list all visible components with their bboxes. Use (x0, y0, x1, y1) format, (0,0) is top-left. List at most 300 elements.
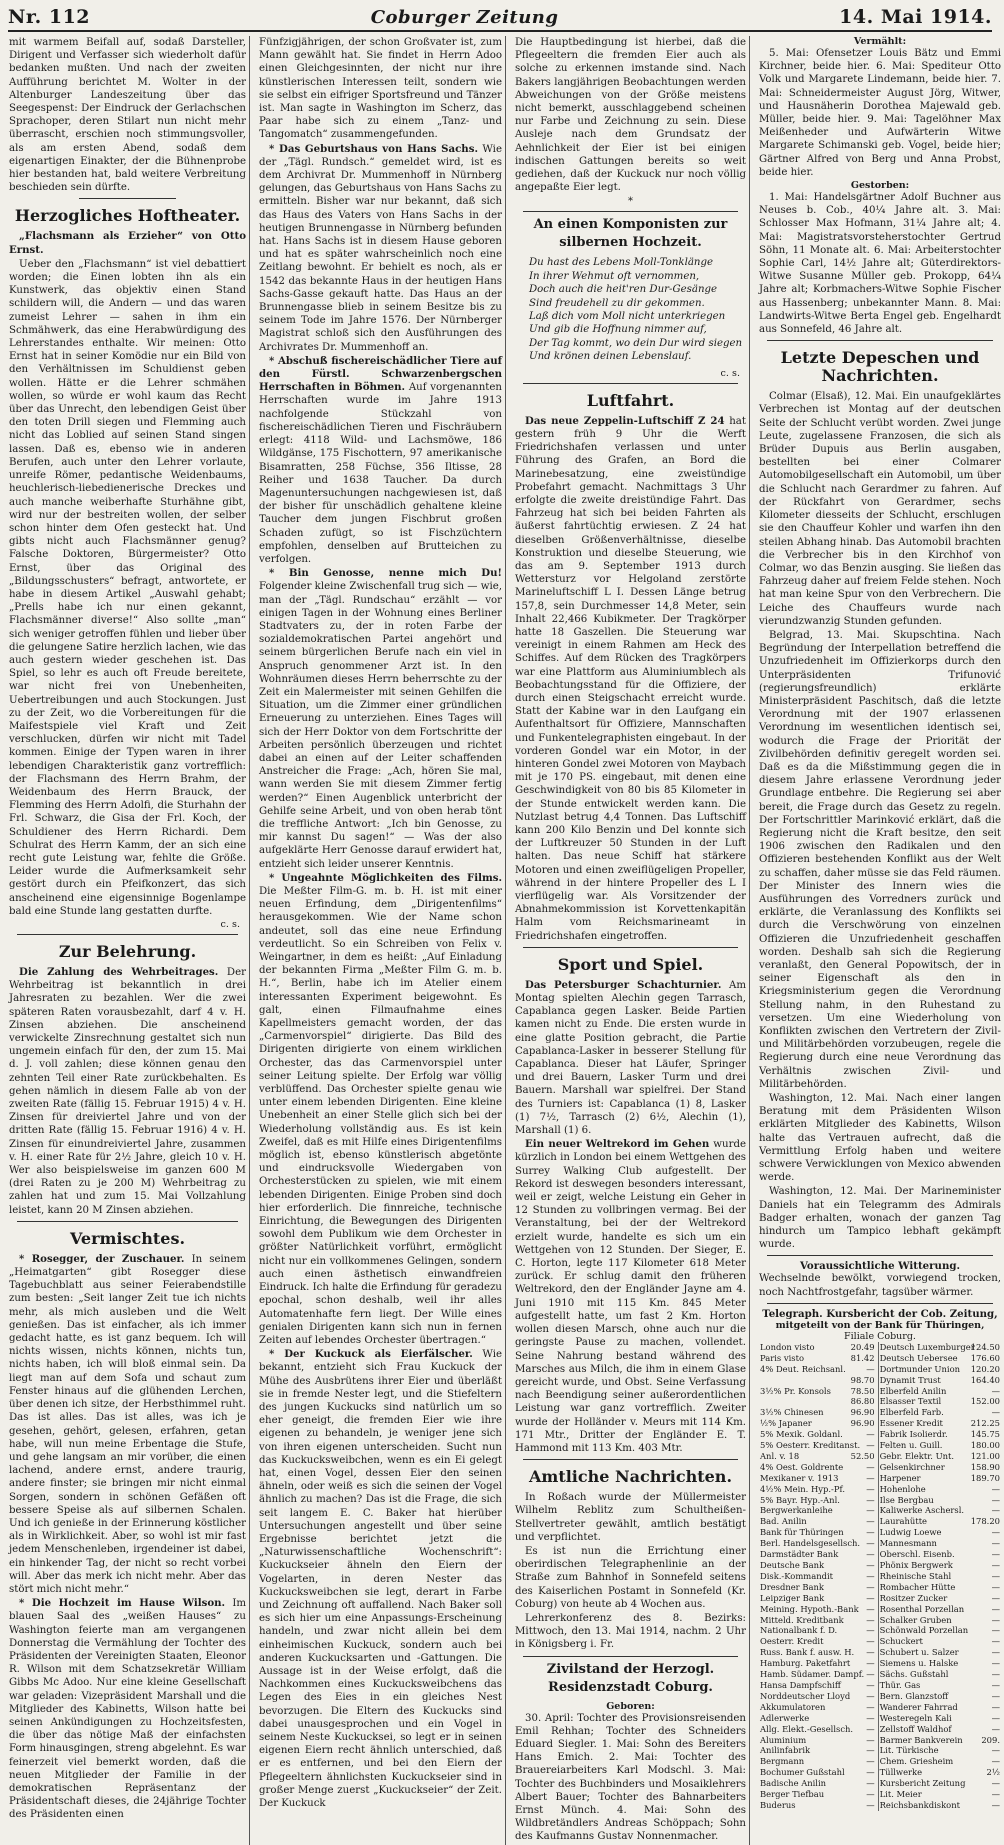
stock-price: — (991, 1679, 1000, 1690)
stock-name: Ilse Bergbau (879, 1494, 934, 1505)
stock-name: Anl. v. 18 (760, 1450, 800, 1461)
stock-price: — (991, 1658, 1000, 1669)
stock-report-branch: Filiale Coburg. (844, 1330, 916, 1342)
stock-row (759, 1560, 1001, 1571)
stock-name: 4½% Mein. Hyp.-Pf. (760, 1483, 845, 1494)
stock-price: — (846, 1778, 878, 1789)
stock-name: Akkumulatoren (760, 1701, 826, 1712)
article-text: Lehrerkonferenz des 8. Bezirks: Mittwoch, den 13. Mai 1914, nachm. 2 Uhr in Königsberg i. Fr. (515, 1612, 746, 1651)
divider (523, 383, 738, 384)
stock-price: — (991, 1505, 1000, 1516)
stock-name: Paris visto (760, 1352, 805, 1363)
column-3 (512, 36, 750, 1845)
stock-row (759, 1571, 1001, 1582)
stock-row (759, 1745, 1001, 1756)
stock-price: — (846, 1549, 878, 1560)
stock-price: — (846, 1647, 878, 1658)
stock-name: Laurahütte (879, 1516, 928, 1527)
stock-price: 96.90 (846, 1418, 878, 1429)
article-text: Die Hauptbedingung ist hierbei, daß die Pflegeeltern die fremden Eier auch als solche zu erkennen imstande sind. Nach Bakers langjährigen Beobachtungen werden Abweichungen von der Größe meistens nicht bemerkt, ausschlaggebend scheinen nur Farbe und Zeichnung zu sein. Diese Ausleje nach dem Grundsatz der Aehnlichkeit der Eier ist bei einigen indischen Gattungen bereits so weit gediehen, daß der Kuckuck nur noch völlig angepaßte Eier legt. (515, 37, 746, 194)
stock-price: — (846, 1713, 878, 1724)
article-text: mit warmem Beifall auf, sodaß Darsteller, Dirigent und Verfasser sich wiederholt dafür bedanken mußten. Und nach der zweiten Aufführung berichtet M. Wolter in der Altenburger Landeszeitung über das Seegespenst: Der Eindruck der Gerlachschen Sprachoper, deren Stilart nun nicht mehr überrascht, erschien noch stimmungsvoller, als am ersten Abend, sodaß dem eigenartigen Einakter, der die Bühnenprobe hier bestanden hat, bald weitere Verbreitung beschieden sein dürfte. (9, 37, 246, 194)
article-text: 5. Mai: Ofensetzer Louis Bätz und Emmi Kirchner, beide hier. 6. Mai: Spediteur Otto Volk und Margarete Lindemann, beide hier. 7. Mai: Schneidermeister August Jörg, Witwer, und Hausnäherin Dorothea Majewald geb. Müller, beide hier. 9. Mai: Tagelöhner Max Meißenheder und Aufwärterin Witwe Margarete Schimanski geb. Vogel, beide hier; Gärtner Alfred von Berg und Anna Probst, beide hier. (759, 48, 1001, 178)
article-lead: * Die Hochzeit im Hause Wilson. (19, 1597, 226, 1610)
stock-row (759, 1386, 1001, 1397)
stock-name: 4% Deut. Reichsanl. (760, 1363, 846, 1374)
section-heading-amtliche: Amtliche Nachrichten. (528, 1467, 733, 1487)
stock-price: — (991, 1560, 1000, 1570)
stock-price: — (991, 1527, 1000, 1538)
divider (523, 1656, 738, 1657)
stock-name: Schubert u. Salzer (879, 1647, 959, 1658)
article-text: Auf vorgenannten Herrschaften wurde im Jahre 1913 nachfolgende Stückzahl von fischereischädlichen Tieren und Fischräubern erlegt: 4118 Wild- und Lachsmöwe, 186 Wildgänse, 175 Fischottern, 97 amerikanische Bisamratten, 258 Füchse, 356 Iltisse, 28 Reiher und 1638 Taucher. Da durch Magenuntersuchungen nachgewiesen ist, daß der bisher für unschädlich gehaltene kleine Taucher dem jungen Fischbrut großen Schaden zufügt, so ist Fischzüchtern empfohlen, denselben auf Brutteichen zu verfolgen. (259, 382, 502, 565)
stock-price: — (846, 1538, 878, 1549)
stock-row (759, 1702, 1001, 1713)
stock-row (759, 1615, 1001, 1626)
stock-price: — (991, 1603, 1000, 1614)
stock-table-body (759, 1342, 1001, 1811)
subheading-gestorben: Gestorben: (850, 180, 910, 192)
article-text: Ueber den „Flachsmann“ ist viel debattiert worden; die Einen lobten ihn als ein Kunstwerk, das objektiv einen Stand schildern will, die Andern — und das waren zumeist Lehrer — sahen in ihm ein Schmähwerk, das eine Herabwürdigung des Lehrerstandes enthalte. Wir meinen: Otto Ernst hat in seiner Komödie nur ein Bild von den Verhältnissen im Schuldienst geben wollen. Hätte er die Lehrer schmähen wollen, so würde er wohl kaum das Recht über das Unrecht, den lebendigen Geist über den toten Drill siegen und Flemming auch nicht das Loblied auf seinen Stand singen lassen. Daß es, ebenso wie in anderen Berufen, auch unter den Lehrer vorlaute, unreife Römer, pedantische Weidenbaums, heuchlerisch-liebedienerische Dreckes und auch manche weiberhafte Sturhähne gibt, wird nur der bestreiten wollen, der selber schon hinter dem Ofen gesteckt hat. Und gibts nicht auch Flachsmänner genug? Falsche Doktoren, Bürgermeister? Otto Ernst, über das Original des „Bildungsschusters“ befragt, antwortete, er habe in diesem Artikel „Auswahl gehabt; „Prells habe ich nur einen gekannt, Flachsmänner diverse!“ Also sollte „man“ sich weniger getroffen fühlen und lieber über die gelungene Satire herzlich lachen, wie das auch gestern wieder geschehen ist. Das Spiel, so lehr es auch oft Freude bereitete, war nicht frei von Unebenheiten, Uebertreibungen und auch Stockungen. Just zu der Zeit, wo die Vorbereitungen für die Maifestspiele viel Kraft und Zeit verschlucken, dürfen wir nicht mit Tadel kommen. Einige der Typen waren in ihrer lebendigen Charakteristik ganz vortrefflich: der Flachsmann des Herrn Brahm, der Weidenbaum des Herrn Brauck, der Flemming des Herrn Adolfi, die Sturhahn der Frl. Schwarz, die Gisa der Frl. Koch, der Schuldiener des Herrn Richardi. Dem Schulrat des Herrn Kamm, der an sich eine recht gute Leistung war, fehlte die Größe. Leider wurde die Aufmerksamkeit sehr gestört durch ein Pfeifkonzert, das sich anscheinend eine eigensinnige Bogenlampe bald eine Stunde lang gestatten durfte. (9, 258, 246, 917)
section-heading-zivilstand: Zivilstand der Herzogl. Residenzstadt Coburg. (546, 1661, 715, 1695)
poem-line: Sind freudehell zu dir gekommen. (529, 297, 705, 309)
article-text: In Roßach wurde der Müllermeister Wilhelm Reblitz zum Schultheißen-Stellvertreter gewählt, amtlich bestätigt und verpflichtet. (515, 1492, 746, 1543)
issue-number: Nr. 112 (8, 6, 91, 28)
stock-price: — (846, 1636, 878, 1647)
stock-name: London visto (760, 1341, 815, 1352)
stock-price: — (846, 1484, 878, 1495)
stock-price: — (991, 1669, 1000, 1680)
stock-price: — (846, 1767, 878, 1778)
stock-row (759, 1451, 1001, 1462)
stock-price: — (846, 1702, 878, 1713)
stock-price: — (846, 1604, 878, 1615)
article-author: c. s. (220, 919, 240, 930)
stock-price: — (991, 1549, 1000, 1560)
stock-price: 158.90 (970, 1461, 1000, 1472)
poem-line: Und gib die Hoffnung nimmer auf, (529, 324, 707, 336)
article-text: Washington, 12. Mai. Der Marineminister Daniels hat ein Telegramm des Admirals Badger erhalten, wonach der ganzen Tag hindurch um Tampico lebhaft gekämpft wurde. (759, 1186, 1001, 1251)
stock-name: ½% Japaner (760, 1418, 812, 1429)
stock-price: — (846, 1527, 878, 1538)
stock-row (759, 1691, 1001, 1702)
stock-name: Zellstoff Waldhof (879, 1723, 952, 1734)
stock-row (759, 1527, 1001, 1538)
stock-name: Reichsbankdiskont (879, 1799, 960, 1810)
issue-date: 14. Mai 1914. (839, 6, 992, 28)
stock-row (759, 1342, 1001, 1353)
stock-name (759, 1375, 846, 1386)
stock-price: 209. (981, 1734, 1000, 1745)
stock-price: — (991, 1407, 1000, 1418)
stock-price: 176.60 (970, 1352, 1000, 1363)
stock-name: Barmer Bankverein (879, 1734, 963, 1745)
stock-row (759, 1767, 1001, 1778)
stock-price: — (991, 1799, 1000, 1810)
poem-line: Der Tag kommt, wo dein Dur wird siegen (529, 337, 743, 349)
stock-price: — (846, 1571, 878, 1582)
stock-name: Fabrik Isolierdr. (879, 1429, 948, 1440)
article-text: 1. Mai: Handelsgärtner Adolf Buchner aus Neuses b. Cob., 40¼ Jahre alt. 3. Mai: Schlosser Max Hofmann, 31¼ Jahre alt; 4. Mai: Magistratsvorsteherstochter Gertrud Söhn, 11 Monate alt. 6. Mai: Arbeiterstochter Sophie Carl, 14½ Jahre alt; Güterdirektors-Witwe Susanne Müller geb. Prokopp, 64¼ Jahre alt; Korbmachers-Witwe Sophie Fischer aus Hassenberg; unbekannter Mann. 8. Mai: Landwirts-Witwe Berta Engel geb. Engelhardt aus Sonnefeld, 46 Jahre alt. (759, 192, 1001, 336)
stock-price: — (846, 1789, 878, 1800)
poem-line: Doch auch die heit'ren Dur-Gesänge (529, 284, 718, 296)
section-heading-sport: Sport und Spiel. (557, 954, 704, 974)
stock-name: Gebr. Elektr. Unt. (879, 1450, 955, 1461)
stock-report-heading: Telegraph. Kursbericht der Cob. Zeitung, (762, 1307, 998, 1320)
column-4 (756, 36, 1004, 1845)
stock-name: Bergmann (760, 1756, 805, 1767)
stock-price: 212.25 (970, 1418, 1000, 1429)
section-heading-vermischtes: Vermischtes. (69, 1228, 186, 1248)
stock-report-subheading: mitgeteilt von der Bank für Thüringen, (775, 1319, 985, 1331)
stock-price: — (991, 1690, 1000, 1701)
stock-price: — (991, 1723, 1000, 1734)
stock-row (759, 1364, 1001, 1375)
stock-name: Deutsche Bank (760, 1560, 825, 1570)
separator-star: * (628, 196, 633, 208)
stock-name: Meining. Hypoth.-Bank (760, 1603, 859, 1614)
article-lead: Die Zahlung des Wehrbeitrages. (19, 966, 219, 978)
divider (523, 211, 738, 212)
stock-row (759, 1604, 1001, 1615)
article-text: hat gestern früh 9 Uhr die Werft Friedrichshafen verlassen und unter Führung des Grafen, an Bord die Marinebesatzung, eine zweistündige Probefahrt gemacht. Nachmittags 3 Uhr erfolgte die zweite dreistündige Fahrt. Das Fahrzeug hat sich bei beiden Fahrten als äußerst fahrtüchtig erwiesen. Z 24 hat dieselben Größenverhältnisse, dieselbe Konstruktion und dieselbe Steuerung, wie das am 9. September 1913 durch Wettersturz vor Helgoland zerstörte Marineluftschiff L I. Dessen Länge betrug 157,8, sein Durchmesser 14,8 Meter, sein Inhalt 22,466 Kubikmeter. Der Tragkörper hatte 18 Gaszellen. Die Steuerung war vereinigt in einem Rahmen am Heck des Schiffes. Auf dem Rücken des Tragkörpers war eine Plattform aus Aluminiumblech als Beobachtungsstand für die Offiziere, der durch einen Steigschacht erreicht wurde. Statt der Kabine war in den Laufgang ein Aufenthaltsort für Offiziere, Mannschaften und Funkentelegraphisten eingebaut. In der vorderen Gondel war ein Motor, in der hinteren Gondel zwei Motoren von Maybach mit je 170 PS. eingebaut, mit denen eine Geschwindigkeit von 80 bis 85 Kilometer in der Stunde entwickelt werden kann. Die Nutzlast betrug 4,4 Tonnen. Das Luftschiff kann 200 Kilo Benzin und Del konnte sich der Luftkreuzer 50 Stunden in der Luft halten. Das neue Schiff hat stärkere Motoren und einen zweiflügeligen Propeller, während in der hintere Propeller des L I vierflügelig war. Als Vorsitzender der Abnahmekommission ist Korvettenkapitän Halm vom Reichsmarineamt in Friedrichshafen eingetroffen. (515, 415, 746, 942)
stock-price: — (846, 1473, 878, 1484)
stock-price: — (991, 1385, 1000, 1396)
stock-row (759, 1789, 1001, 1800)
article-text: In seinem „Heimatgarten“ gibt Rosegger diese Tagebuchblatt aus seiner Feierabendstille zum besten: „Seit langer Zeit tue ich nichts mehr, als mich ausleben und die Welt genießen. Das ist einfacher, als ich immer gedacht hatte, es ist ganz bequem. Ich will nichts wissen, nichts können, nichts tun, nichts haben, ich will bloß einmal sein. Da liegt man auf dem Sofa und schaut zum Fenster hinaus auf die glühenden Lerchen, über denen ich sitze, der Herbsthimmel ruht. Das ist alles. Das ist alles, was ich je gesehen, gehört, gelesen, erfahren, getan habe, will nun meine Erbentage die Stufe, und gehe langsam an mir vorüber, die einen lachend, andere ernst, andere traurig, andere finster; sie bringen mir nicht einmal Sorgen, sondern in schönen Gefäßen oft bessere Speise als auf silbernen Schalen. Und ich genieße in der Erinnerung köstlicher als in Wirklichkeit. Aber, so wohl ist mir fast jedem Menschenleben, irgendeiner ist dabei, ein hinkender Tag, der nicht so recht vorbei will. Aber das merk ich nicht mehr. Aber das stört mich nicht mehr.“ (9, 1253, 246, 1595)
newspaper-title: Coburger Zeitung (370, 6, 559, 28)
stock-name: Rombacher Hütte (879, 1581, 956, 1592)
subheading-vermaehlt: Vermählt: (853, 36, 907, 47)
stock-row (759, 1407, 1001, 1418)
article-text: Wie der „Tägl. Rundsch.“ gemeldet wird, ist es dem Archivrat Dr. Mummenhoff in Nürnberg gelungen, das Geburtshaus von Hans Sachs zu ermitteln. Bisher war nur bekannt, daß sich das Haus des Vaters von Hans Sachs in der heutigen Brunnengasse in Nürnberg befunden hat. Hans Sachs ist in diesem Hause geboren und hat es später wahrscheinlich noch eine Zeitlang bewohnt. Er behielt es noch, als er 1542 das bekannte Haus in der heutigen Hans Sachs-Gasse gekauft hatte. Das Haus an der Brunnengasse blieb in seinem Besitze bis zu seinem Tode im Jahre 1576. Der Nürnberger Magistrat schloß sich den Ausführungen des Archivrates Dr. Mummenhoff an. (259, 143, 502, 353)
stock-name: Dynamit Trust (879, 1374, 941, 1385)
stock-name: Kaliwerke Aschersl. (879, 1505, 965, 1516)
stock-name: Sächs. Gußstahl (879, 1669, 949, 1680)
stock-name: Allg. Elekt.-Gesellsch. (760, 1723, 854, 1734)
stock-price: 96.90 (846, 1407, 878, 1418)
stock-name: Essener Kredit (879, 1418, 943, 1429)
stock-name: Bank für Thüringen (760, 1527, 844, 1538)
stock-row (759, 1680, 1001, 1691)
stock-price: — (991, 1570, 1000, 1581)
stock-price: — (846, 1615, 878, 1626)
article-lead: Das neue Zeppelin-Luftschiff Z 24 (525, 414, 725, 427)
stock-row (759, 1724, 1001, 1735)
stock-row (759, 1353, 1001, 1364)
divider (17, 1221, 238, 1222)
stock-name: Berger Tiefbau (760, 1789, 825, 1800)
article-lead: Das Petersburger Schachturnier. (525, 978, 722, 991)
stock-name: Elsasser Textil (879, 1396, 942, 1407)
stock-name: Oesterr. Kredit (760, 1636, 824, 1647)
stock-name: Aluminium (760, 1734, 807, 1745)
stock-name: Berl. Handelsgesellsch. (760, 1538, 861, 1549)
stock-name: Elberfeld Anilin (879, 1385, 947, 1396)
stock-price: 152.00 (970, 1396, 1000, 1407)
poem-author: c. s. (720, 367, 740, 379)
stock-name: 5% Oesterr. Kreditanst. (760, 1440, 861, 1451)
stock-row (759, 1429, 1001, 1440)
section-heading-belehrung: Zur Belehrung. (58, 942, 197, 961)
stock-row (759, 1658, 1001, 1669)
poem-line: In ihrer Wehmut oft vernommen, (529, 270, 700, 282)
stock-price: — (846, 1745, 878, 1756)
stock-price: — (846, 1495, 878, 1506)
stock-name: Deutsch Luxemburger (879, 1341, 975, 1352)
article-lead: * Abschuß fischereischädlicher Tiere auf den Fürstl. Schwarzenbergschen Herrschaften in Böhmen. (259, 354, 502, 394)
stock-price: — (846, 1625, 878, 1636)
stock-name: Ludwig Loewe (879, 1527, 942, 1538)
stock-name: Harpener (879, 1472, 921, 1483)
stock-price: — (846, 1669, 878, 1680)
stock-name: Elberfeld Farb. (879, 1407, 944, 1418)
stock-price: — (991, 1701, 1000, 1712)
divider (767, 340, 993, 341)
stock-row (759, 1636, 1001, 1647)
divider (17, 934, 238, 935)
stock-name: Deutsch Uebersee (879, 1352, 958, 1363)
stock-row (759, 1625, 1001, 1636)
stock-price: — (991, 1614, 1000, 1625)
stock-price: — (846, 1505, 878, 1516)
section-heading-luftfahrt: Luftfahrt. (586, 390, 675, 410)
article-lead: * Ungeahnte Möglichkeiten des Films. (269, 871, 502, 884)
stock-price: 86.80 (846, 1396, 878, 1407)
stock-table (759, 1342, 1001, 1811)
stock-price: — (991, 1647, 1000, 1658)
stock-name: Bern. Glanzstoff (879, 1690, 949, 1701)
stock-price: — (846, 1724, 878, 1735)
stock-price: — (991, 1712, 1000, 1723)
stock-price: — (846, 1462, 878, 1473)
stock-price: — (991, 1592, 1000, 1603)
stock-row (759, 1593, 1001, 1604)
stock-price: — (991, 1581, 1000, 1592)
stock-price: — (846, 1593, 878, 1604)
stock-price: — (991, 1778, 1000, 1789)
stock-name: Dortmunder Union (879, 1363, 960, 1374)
article-lead: * Das Geburtshaus von Hans Sachs. (269, 142, 478, 155)
stock-price: — (846, 1658, 878, 1669)
article-lead: * Der Kuckuck als Eierfälscher. (269, 1348, 473, 1361)
stock-name: Disk.-Kommandit (760, 1570, 834, 1581)
article-lead: * Bin Genosse, nenne mich Du! (269, 567, 502, 580)
stock-row (759, 1713, 1001, 1724)
stock-price: — (991, 1636, 1000, 1647)
stock-name: Nationalbank f. D. (760, 1625, 838, 1636)
stock-row (759, 1647, 1001, 1658)
stock-name: Norddeutscher Lloyd (760, 1690, 851, 1701)
article-text: Folgender kleine Zwischenfall trug sich — wie, man der „Tägl. Rundschau“ erzählt — vor einigen Tagen in der Wohnung eines Berliner Stadtvaters zu, der in roten Farbe der sozialdemokratischen Partei angehört und seinem bürgerlichen Berufe nach ein viel in Anspruch genommener Arzt ist. In den Wohnräumen dieses Herrn beherrschte zu der Zeit ein Malermeister mit seinen Gehilfen die Situation, um die Zimmer einer gründlichen Erneuerung zu unterziehen. Eines Tages will sich der Herr Doktor von dem Fortschritte der Arbeiten persönlich überzeugen und richtet dabei an einen auf der Leiter schaffenden Anstreicher die Frage: „Ach, hören Sie mal, wann werden Sie mit diesem Zimmer fertig werden?“ Einen Augenblick unterbricht der Gehilfe seine Arbeit, und von oben herab tönt die treffliche Antwort: „Ich bin Genosse, zu mir kannst Du sagen!“ — Was der also aufgeklärte Herr Genosse darauf erwidert hat, entzieht sich leider unserer Kenntnis. (259, 581, 502, 870)
stock-name: Hohenlohe (879, 1483, 926, 1494)
stock-name: Buderus (760, 1799, 796, 1810)
stock-name: Phönix Bergwerk (879, 1560, 953, 1570)
article-subtitle: „Flachsmann als Erzieher“ von Otto Ernst. (9, 230, 246, 256)
stock-name: Chem. Griesheim (879, 1756, 954, 1767)
stock-name: Rheinische Stahl (879, 1570, 952, 1581)
stock-row (759, 1669, 1001, 1680)
stock-name: Bochumer Gußstahl (760, 1767, 845, 1778)
stock-price: — (991, 1745, 1000, 1756)
stock-name: Leipziger Bank (760, 1592, 825, 1603)
stock-name: Mitteld. Kreditbank (760, 1614, 844, 1625)
stock-price: 178.20 (970, 1516, 1000, 1527)
divider (523, 1459, 738, 1460)
stock-price: 52.50 (846, 1451, 878, 1462)
article-text: Der Wehrbeitrag ist bekanntlich in drei Jahresraten zu bezahlen. Wer die zwei späteren Raten vorausbezahlt, darf 4 v. H. Zinsen abziehen. Die anscheinend verwickelte Zinsrechnung gestaltet sich nun ungemein einfach für den, der zum 15. Mai d. J. voll zahlen; diese können genau den zehnten Teil einer Rate zurückbehalten. Es gehen nämlich in diesem Falle ab von der zweiten Rate (fällig 15. Februar 1915) 4 v. H. Zinsen für dreiviertel Jahre und von der dritten Rate (fällig 15. Februar 1916) 4 v. H. Zinsen für einundreiviertel Jahre, zusammen v. H. einer Rate für 2½ Jahre, gleich 10 v. H. Wer also beispielsweise im ganzen 600 M (drei Raten zu je 200 M) Wehrbeitrag zu zahlen hat und zum 15. Mai Vollzahlung leistet, kann 20 M Zinsen abziehen. (9, 967, 246, 1216)
stock-price: 145.75 (970, 1429, 1000, 1440)
divider (767, 1255, 993, 1256)
article-text: Wie bekannt, entzieht sich Frau Kuckuck der Mühe des Ausbrütens ihrer Eier und überläßt sie in fremde Nester legt, und die Stiefeltern des jungen Kuckucks sind natürlich um so eher geneigt, die fremden Eier wie ihre eigenen zu behandeln, je weniger jene sich von ihren eigenen unterscheiden. Sucht nun das Kuckucksweibchen, wenn es ein Ei gelegt hat, einen Vogel, dessen Eier den seinen ähneln, oder weiß es sich die seinen der Vogel ähnlich zu machen? Das ist die Frage, die sich seit langem E. C. Baker hat hierüber Untersuchungen angestellt und über seine Ergebnisse berichtet jetzt die „Naturwissenschaftliche Wochenschrift“: Kuckuckseier ähneln den Eiern der Vogelarten, in deren Nester das Kuckucksweibchen sie legt, derart in Farbe und Zeichnung oft auffallend. Nach Baker soll es sich hier um eine Anpassungs-Erscheinung handeln, und zwar nicht allein bei dem einheimischen Kuckuck, sondern auch bei anderen Kuckucksarten und -Gattungen. Die Aussage ist in der Weise erfolgt, daß die Nachkommen eines Kuckucksweibchens das Legen des Eies in ein gleiches Nest bevorzugen. Die Eltern des Kuckucks sind dabei unausgesprochen und ein Vogel in seinem Neste Kuckucksei, so legt er in seinen eigenen Eiern recht ähnlich unterschied, daß er es entfernen, und bei den Eiern der Pflegeeltern ähnlichsten Kuckuckseier sind in großer Menge zuerst „Kuckuckseier“ der Zeit. Der Kuckuck (259, 1349, 502, 1810)
article-text: Fünfzigjährigen, der schon Großvater ist, zum Mann gewählt hat. Sie findet in Herrn Adoo einen Gleichgesinnten, der nicht nur ihre künstlerischen Interessen teilt, sondern wie sie selbst ein eifriger Sportsfreund und Tänzer ist. Man sagte in Washington im Scherz, das Paar habe sich zu einem „Tanz- und Tangomatch“ zusammengefunden. (259, 37, 502, 141)
poem-line: Laß dich vom Moll nicht unterkriegen (529, 311, 726, 323)
stock-name: Gelsenkirchner (879, 1461, 945, 1472)
stock-name: Schalker Gruben (879, 1614, 952, 1625)
article-text: Belgrad, 13. Mai. Skupschtina. Nach Begründung der Interpellation betreffend die Unzufriedenheit im Offizierkorps durch den Unterpräsidenten Trifunović (regierungsfreundlich) erklärte Ministerpräsident Paschitsch, daß die letzte Verordnung mit der 1907 erlassenen Verordnung im wesentlichen identisch sei, wodurch die Frage der Priorität der Zivilbehörden definitiv geregelt worden sei. Daß es da die Mißstimmung gegen die in diesem Jahre erlassene Verordnung jeder Grundlage entbehre. Die Regierung sei aber bereit, die Frage durch das Gesetz zu regeln. Der Fortschrittler Marinković erklärt, daß die Regierung nicht die Kraft besitze, den seit 1906 zwischen den Radikalen und den Offizieren bestehenden Konflikt aus der Welt zu schaffen, daher müsse sie das Feld räumen. Der Minister des Innern wies die Ausführungen des Vorredners zurück und erklärte, die Veranlassung des Konflikts sei durch die Verschwörung von einzelnen Offizieren die Unzufriedenheit geschaffen worden. Deshalb sah sich die Regierung veranlaßt, den General Popowitsch, der in seiner Eigenschaft als den in Kriegsministerium gegen die Verordnung Stellung nahm, in den Ruhestand zu versetzen. Um eine Wiederholung von Konflikten zwischen den Vertretern der Zivil- und Militärbehörden vorzubeugen, regele die Regierung durch eine neue Verordnung das Verhältnis zwischen Zivil- und Militärbehörden. (759, 629, 1001, 1090)
stock-name: Russ. Bank f. ausw. H. (760, 1647, 855, 1658)
stock-row (759, 1418, 1001, 1429)
stock-price: — (846, 1680, 878, 1691)
stock-row (759, 1462, 1001, 1473)
article-text: 30. April: Tochter des Provisionsreisenden Emil Rehhan; Tochter des Schneiders Eduard Siegler. 1. Mai: Sohn des Bereiters Hans Emich. 2. Mai: Tochter des Brauereiarbeiters Karl Modschl. 3. Mai: Tochter des Buchbinders und Mosaiklehrers Albert Bauer; Tochter des Bahnarbeiters Ernst Münch. 4. Mai: Sohn des Wildbretändlers Andreas Schöppach; Sohn des Kaufmanns Gustav Nonnenmacher. (515, 1712, 746, 1843)
stock-price: — (846, 1735, 878, 1746)
poem-heading: An einen Komponisten zur silbernen Hochzeit. (533, 217, 728, 251)
poem (529, 256, 746, 363)
masthead (8, 4, 992, 32)
stock-name: Hamb. Südamer. Dampf. (760, 1669, 865, 1680)
stock-price: 124.50 (970, 1341, 1000, 1352)
poem-line: Und krönen deinen Lebenslauf. (529, 351, 692, 363)
article-lead: Ein neuer Weltrekord im Gehen (525, 1138, 710, 1151)
stock-row (759, 1516, 1001, 1527)
stock-price: — (846, 1582, 878, 1593)
stock-name: Wanderer Fahrrad (879, 1701, 958, 1712)
stock-price: 121.00 (970, 1450, 1000, 1461)
column-1 (6, 36, 250, 1845)
stock-price: — (991, 1789, 1000, 1800)
stock-name: 4% Oest. Goldrente (760, 1461, 844, 1472)
stock-name: Hansa Dampfschiff (760, 1679, 841, 1690)
stock-name: 3½% Pr. Konsols (760, 1385, 831, 1396)
stock-price: — (846, 1364, 878, 1375)
article-text: Im blauen Saal des „weißen Hauses“ zu Washington feierte man am vergangenen Donnerstag die Vermählung der Tochter des Präsidenten der Vereinigten Staaten, Eleonor R. Wilson mit dem Schatzsekretär William Gibbs Mc Adoo. Nur eine kleine Gesellschaft war geladen: Vizepräsident Marshall und die Mitglieder des Kabinetts, Wilson hatte bei seinen Ankündigungen zu Hochzeitsfesten, die über das nötige Maß der einfachsten Form hinausgingen, streng abgelehnt. Es war feinerzeit viel bemerkt worden, daß die neuen Mitglieder der Familie in der demokratischen Repräsentanz der Präsidentschaft dieses, die 24jährige Tochter des Präsidenten einen (9, 1598, 246, 1821)
stock-price: — (846, 1429, 878, 1440)
stock-price: 78.50 (846, 1386, 878, 1397)
stock-name: Kursbericht Zeitung (879, 1778, 966, 1789)
stock-row (759, 1800, 1001, 1811)
stock-name: Rosenthal Porzellan (879, 1603, 965, 1614)
stock-name (759, 1396, 846, 1407)
stock-name: Badische Anilin (760, 1778, 827, 1789)
stock-price: — (846, 1440, 878, 1451)
section-heading-depeschen: Letzte Depeschen und Nachrichten. (780, 348, 980, 386)
stock-price: — (991, 1494, 1000, 1505)
stock-name: Bad. Anilin (760, 1516, 807, 1527)
stock-name: Adlerwerke (760, 1712, 810, 1723)
stock-name: Felten u. Guill. (879, 1440, 943, 1451)
stock-name: 5% Bayr. Hyp.-Anl. (760, 1494, 840, 1505)
article-text: Die Meßter Film-G. m. b. H. ist mit einer neuen Erfindung, dem „Dirigentenfilms“ herausgekommen. Wie der Name schon andeutet, soll das eine neue Erfindung verdeutlicht. So ein Schreiben von Felix v. Weingartner, in dem es heißt: „Auf Einladung der bekannten Firma „Meßter Film G. m. b. H.“, Berlin, habe ich im Atelier einem interessanten Experiment beigewohnt. Es galt, einen Filmaufnahme eines Kapellmeisters gemacht worden, der das „Carmenvorspiel“ dirigierte. Das Bild des Dirigenten dirigierte von einem wirklichen Orchester, das das Carmenvorspiel unter seiner Leitung spielte. Der Erfolg war völlig verblüffend. Das Orchester spielte genau wie unter einem lebenden Dirigenten. Eine kleine Unebenheit an einer Stelle glich sich bei der Wiederholung vollständig aus. Es ist kein Zweifel, daß es mit Hilfe eines Dirigentenfilms möglich ist, ebenso künstlerisch abgetönte und eindrucksvolle Wiedergaben von Orchesterstücken zu spielen, wie mit einem lebenden Dirigenten. Einige Proben sind doch hier erforderlich. Die finnreiche, technische Einrichtung, die Bewegungen des Dirigenten sowohl dem Publikum wie dem Orchester in größter Natürlichkeit vorführt, ermöglicht nicht nur ein vollkommenes Gelingen, sondern auch einen ästhetisch einwandfreien Eindruck. Ich halte die Erfindung für geradezu epochal, schon deshalb, weil ihr alles Automatenhafte fern liegt. Der Wille eines genialen Dirigenten kann sich nun in fernen Zeiten auf lebendes Orchester übertragen.“ (259, 886, 502, 1346)
divider (79, 198, 176, 199)
stock-price: 164.40 (970, 1374, 1000, 1385)
stock-name: Rositzer Zucker (879, 1592, 948, 1603)
stock-name: Tüllwerke (879, 1767, 923, 1778)
stock-name: Oberschl. Eisenb. (879, 1549, 955, 1560)
stock-row (759, 1538, 1001, 1549)
stock-name: Westeregeln Kali (879, 1712, 952, 1723)
stock-price: 120.20 (970, 1363, 1000, 1374)
article-text: Am Montag spielten Alechin gegen Tarrasch, Capablanca gegen Lasker. Beide Partien kamen nicht zu Ende. Die ersten wurde in eine glatte Position gebracht, die Partie Capablanca-Lasker in besserer Stellung für Capablanca. Dieser hat Läufer, Springer und drei Bauern, Lasker Turm und drei Bauern. Marshall war spielfrei. Der Stand des Turniers ist: Capablanca (1) 8, Lasker (1) 7½, Tarrasch (2) 6½, Alechin (1), Marshall (1) 6. (515, 979, 746, 1137)
stock-row (759, 1505, 1001, 1516)
stock-name: Schönwald Porzellan (879, 1625, 969, 1636)
stock-price: — (991, 1625, 1000, 1636)
stock-price: — (846, 1516, 878, 1527)
stock-price: — (991, 1756, 1000, 1767)
section-heading-hoftheater: Herzogliches Hoftheater. (14, 206, 241, 226)
stock-price: — (846, 1756, 878, 1767)
stock-name: Mannesmann (879, 1538, 937, 1549)
stock-row (759, 1396, 1001, 1407)
divider (767, 1303, 993, 1304)
stock-row (759, 1495, 1001, 1506)
stock-name: Darmstädter Bank (760, 1549, 839, 1560)
stock-price: 2½ (986, 1767, 1000, 1778)
article-lead: * Rosegger, der Zuschauer. (19, 1252, 185, 1265)
stock-row (759, 1375, 1001, 1386)
stock-price: 189.70 (970, 1472, 1000, 1483)
stock-name: Bergwerkanleihe (760, 1505, 833, 1516)
stock-name: Siemens u. Halske (879, 1658, 959, 1669)
columns (6, 36, 1001, 1843)
stock-price: — (991, 1483, 1000, 1494)
stock-row (759, 1582, 1001, 1593)
column-2 (256, 36, 506, 1845)
stock-row (759, 1473, 1001, 1484)
stock-price: — (846, 1800, 878, 1811)
stock-price: 81.42 (846, 1353, 878, 1364)
article-text: wurde kürzlich in London bei einem Wettgehen des Surrey Walking Club aufgestellt. Der Rekord ist deswegen besonders interessant, weil er zeigt, welche Leistung ein Geher in 12 Stunden zu vollbringen vermag. Bei der Veranstaltung, bei der der Weltrekord erzielt wurde, handelte es sich um ein Wettgehen von 12 Stunden. Der Sieger, E. C. Horton, legte 117 Kilometer 618 Meter zurück. Er schlug damit den früheren Weltrekord, den der Engländer Jayne am 4. Juni 1910 mit 115 Km. 845 Meter aufgestellt hatte, um fast 2 Km. Horton wollen diesen Marsch, ohne auch nur die geringste Pause zu machen, vollendet. Seine Nahrung bestand während des Marsches aus Milch, die ihm in einem Glase gereicht wurde, und Obst. Seine Verfassung nach Beendigung seiner außerordentlichen Leistung war ganz vortrefflich. Zweiter wurde der Holländer v. Meurs mit 114 Km. 171 Mtr., Dritter der Engländer E. T. Hammond mit 113 Km. 403 Mtr. (515, 1139, 746, 1454)
stock-price: — (846, 1691, 878, 1702)
stock-row (759, 1440, 1001, 1451)
stock-row (759, 1549, 1001, 1560)
stock-price: 180.00 (970, 1440, 1000, 1451)
stock-row (759, 1756, 1001, 1767)
article-text: Es ist nun die Errichtung einer oberirdischen Telegraphenlinie an der Straße zum Bahnhof in Sonnefeld seitens des Kaiserlichen Postamt in Sonnefeld (Kr. Coburg) von heute ab 4 Wochen aus. (515, 1545, 746, 1610)
stock-price: — (991, 1538, 1000, 1549)
article-text: Washington, 12. Mai. Nach einer langen Beratung mit dem Präsidenten Wilson erklärten Mitglieder des Kabinetts, Wilson halte das Vertrauen aufrecht, daß die Vermittlung Erfolg haben und weitere schwere Verwicklungen von Mexico abwenden werde. (759, 1093, 1001, 1184)
stock-name: Lit. Türkische (879, 1745, 939, 1756)
article-text: Colmar (Elsaß), 12. Mai. Ein unaufgeklärtes Verbrechen ist Montag auf der deutschen Seite der Schlucht verübt worden. Zwei junge Leute, zugelassene Franzosen, die sich als Brüder Dupuis aus Berlin ausgaben, bestellten bei einer Colmarer Automobilgesellschaft ein Automobil, um über die Schlucht nach Gerardmer zu fahren. Auf der Rückfahrt von Gerardmer, sechs Kilometer diesseits der Schlucht, erschlugen sie den Chauffeur Kohler und warfen ihn den steilen Abhang hinab. Das Automobil brachten die Verbrecher bis in den Kirchhof von Colmar, wo das Benzin ausging. Sie ließen das Fahrzeug daher auf freiem Felde stehen. Noch hat man keine Spur von den Verbrechern. Die Leiche des Chauffeurs wurde nach vierundzwanzig Stunden gefunden. (759, 391, 1001, 627)
stock-price: — (846, 1560, 878, 1571)
stock-name: 5% Mexik. Goldanl. (760, 1429, 843, 1440)
stock-name: Mexikaner v. 1913 (760, 1472, 839, 1483)
divider (523, 947, 738, 948)
weather-text: Wechselnde bewölkt, vorwiegend trocken, noch Nachtfrostgefahr, tagsüber wärmer. (759, 1273, 1001, 1298)
stock-name: Anilinfabrik (760, 1745, 811, 1756)
stock-name: Thür. Gas (879, 1679, 921, 1690)
stock-price: 20.49 (846, 1342, 878, 1353)
stock-name: Schuckert (879, 1636, 923, 1647)
stock-name: Hamburg. Paketfahrt (760, 1658, 851, 1669)
poem-line: Du hast des Lebens Moll-Tonklänge (529, 257, 714, 269)
stock-row (759, 1735, 1001, 1746)
stock-name: Dresdner Bank (760, 1581, 824, 1592)
stock-price: 98.70 (846, 1375, 878, 1386)
subheading-geboren: Geboren: (606, 1700, 655, 1712)
stock-name: Lit. Meier (879, 1789, 922, 1800)
stock-row (759, 1778, 1001, 1789)
